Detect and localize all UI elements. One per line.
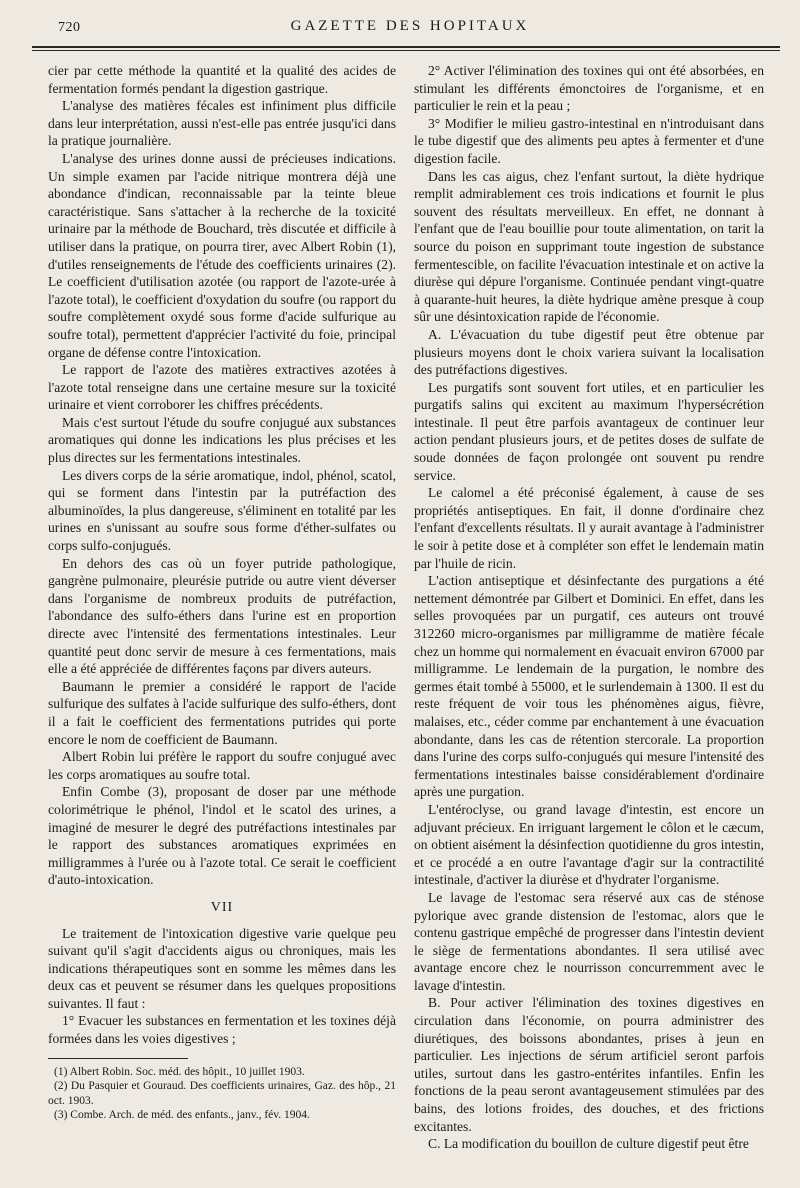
right-column — [414, 62, 764, 1153]
paragraph: B. Pour activer l'élimination des toxines digestives en circulation dans l'économie, on pourra administrer des diurétiques, des boissons abondantes, prises à jeun en particulier. Les injections de sérum artificiel seront parfois utiles, surtout dans les gastro-entérites infantiles. Enfin les fonctions de la peau seront avantageusement stimulées par des bains, des lotions froides, des douches, et des frictions excitantes. — [414, 995, 764, 1134]
paragraph: En dehors des cas où un foyer putride pathologique, gangrène pulmonaire, pleurésie putride ou autre vient déverser dans l'organisme de nombreux produits de putréfaction, l'abondance des sulfo-éthers dans l'urine est en proportion directe avec l'intensité des fermentations intestinales. Leur quantité peut donc servir de mesure à ces fermentations, mais elle a été appréciée de différentes façons par divers auteurs. — [48, 555, 396, 677]
paragraph: Le traitement de l'intoxication digestive varie quelque peu suivant qu'il s'agit d'accidents aigus ou chroniques, mais les indications thérapeutiques sont en somme les mêmes dans les deux cas et peuvent se résumer dans les quelques propositions suivantes. Il faut : — [48, 925, 396, 1011]
paragraph: L'analyse des urines donne aussi de précieuses indications. Un simple examen par l'acide nitrique montrera déjà une abondance d'indican, reconnaissable par la teinte bleue caractéristique. Sans s'attacher à la recherche de la toxicité urinaire par la méthode de Bouchard, très discutée et difficile à utiliser dans la pratique, on pourra tirer, avec Albert Robin (1), d'utiles renseignements de l'étude des coefficients urinaires (2). Le coefficient d'utilisation azotée (ou rapport de l'azote-urée à l'azote total), le coefficient d'oxydation du soufre (ou rapport du soufre complètement oxydé sous forme d'acide sulfurique au soufre total), permettent d'apprécier l'activité du foie, principal organe de défense contre l'intoxication. — [48, 150, 396, 360]
paragraph: L'entéroclyse, ou grand lavage d'intestin, est encore un adjuvant précieux. En irriguant largement le côlon et le cæcum, on obtient aisément la désinfection quotidienne du gros intestin, et ce procédé a en outre l'avantage d'agir sur la contractilité intestinale, d'activer la diurèse et d'hydrater l'organisme. — [414, 801, 764, 888]
page-header — [40, 18, 780, 40]
page-number: 720 — [58, 20, 81, 35]
paragraph: Le calomel a été préconisé également, à cause de ses propriétés antiseptiques. En fait, il donne d'ordinaire chez l'enfant d'excellents résultats. Il y aurait avantage à l'administrer le soir à petite dose et à compléter son effet le lendemain matin par l'huile de ricin. — [414, 485, 764, 571]
paragraph: Albert Robin lui préfère le rapport du soufre conjugué avec les corps aromatiques au soufre total. — [48, 749, 396, 782]
section-heading: VII — [210, 899, 234, 915]
footnotes — [48, 1065, 396, 1123]
paragraph: Les purgatifs sont souvent fort utiles, et en particulier les purgatifs salins qui excitent au maximum l'hypersécrétion intestinale. Il peut être parfois avantageux de continuer leur action pendant plusieurs jours, et de petites doses de sulfate de soude données de façon prolongée ont souvent pu rendre service. — [414, 379, 764, 483]
paragraph: Enfin Combe (3), proposant de doser par une méthode colorimétrique le phénol, l'indol et le scatol des urines, a imaginé de mesurer le degré des putréfactions intestinales par le rapport des substances aromatiques exprimées en milligrammes à l'urée ou à l'azote total. Ce serait le coefficient d'auto-intoxication. — [48, 784, 396, 888]
paragraph: Le lavage de l'estomac sera réservé aux cas de sténose pylorique avec grande distension de l'estomac, alors que le contenu gastrique empêché de progresser dans l'intestin devient le siège de fermentations abondantes. Il sera utilisé avec avantage encore chez le nourrisson concurremment avec le lavage d'intestin. — [414, 889, 764, 993]
paragraph: Le rapport de l'azote des matières extractives azotées à l'azote total renseigne dans une certaine mesure sur la toxicité urinaire et vient corroborer les chiffres précédents. — [48, 362, 396, 413]
paragraph: A. L'évacuation du tube digestif peut être obtenue par plusieurs moyens dont le choix variera suivant la localisation des putréfactions digestives. — [414, 326, 764, 378]
footnote-rule — [48, 1058, 188, 1059]
paragraph: cier par cette méthode la quantité et la qualité des acides de fermentation formés pendant la digestion gastrique. — [48, 63, 396, 96]
header-rule — [32, 46, 780, 48]
journal-title: GAZETTE DES HOPITAUX — [290, 18, 530, 34]
footnote: (1) Albert Robin. Soc. méd. des hôpit., 10 juillet 1903. — [54, 1065, 305, 1078]
paragraph: 3° Modifier le milieu gastro-intestinal en n'introduisant dans le tube digestif que des aliments peu aptes à fermenter et d'une digestion facile. — [414, 115, 764, 166]
paragraph: L'action antiseptique et désinfectante des purgations a été nettement démontrée par Gilbert et Dominici. En effet, dans les selles provoquées par un purgatif, ces auteurs ont trouvé 312260 micro-organismes par milligramme de matière fécale chez un homme qui normalement en évacuait environ 67000 par milligramme. Le lendemain de la purgation, le nombre des germes était tombé à 55000, et le surlendemain à 1300. Il est du reste fréquent de voir tous les phénomènes aigus, fièvre, malaises, etc., céder comme par enchantement à une évacuation abondante, dans les cas de rétention stercorale. La proportion dans l'urine des corps sulfo-conjugués qui mesure l'intensité des fermentations intestinales baisse considérablement d'ordinaire après une purgation. — [414, 573, 764, 800]
paragraph: Baumann le premier a considéré le rapport de l'acide sulfurique des sulfates à l'acide sulfurique des sulfo-éthers, dont il a fait le coefficient des fermentations putrides qui porte encore le nom de coefficient de Baumann. — [48, 678, 396, 747]
paragraph: 2° Activer l'élimination des toxines qui ont été absorbées, en stimulant les différents émonctoires de l'organisme, et en particulier le rein et la peau ; — [414, 63, 764, 114]
paragraph: Mais c'est surtout l'étude du soufre conjugué aux substances aromatiques qui donne les indications les plus précises et les plus directes sur les fermentations intestinales. — [48, 414, 396, 466]
footnote: (2) Du Pasquier et Gouraud. Des coefficients urinaires, Gaz. des hôp., 21 oct. 1903. — [48, 1080, 396, 1107]
header-rule-thin — [32, 50, 780, 51]
left-column — [48, 62, 396, 1123]
footnote: (3) Combe. Arch. de méd. des enfants., janv., fév. 1904. — [54, 1109, 310, 1122]
paragraph: L'analyse des matières fécales est infiniment plus difficile dans leur interprétation, aussi n'est-elle pas entrée jusqu'ici dans la pratique journalière. — [48, 98, 396, 149]
paragraph: 1° Evacuer les substances en fermentation et les toxines déjà formées dans les voies digestives ; — [48, 1013, 396, 1047]
paragraph: Les divers corps de la série aromatique, indol, phénol, scatol, qui se forment dans l'intestin par la putréfaction des albuminoïdes, la plus dangereuse, s'éliminent en totalité par les urines en s'unissant au soufre sous forme d'éther-sulfates ou corps sulfo-conjugués. — [48, 467, 396, 554]
paragraph: Dans les cas aigus, chez l'enfant surtout, la diète hydrique remplit admirablement ces trois indications et fournit le plus souvent des résultats merveilleux. En effet, ne donnant à l'enfant que de l'eau bouillie pour toute alimentation, on tarit la source du poison en supprimant toute ingestion de substance fermentescible, on facilite l'évacuation intestinale et on active la diurèse qui dépure l'organisme. Continuée pendant vingt-quatre à quarante-huit heures, la diète hydrique amène presque à coup sûr une désintoxication rapide de l'économie. — [414, 168, 764, 325]
paragraph: C. La modification du bouillon de culture digestif peut être — [428, 1136, 749, 1152]
